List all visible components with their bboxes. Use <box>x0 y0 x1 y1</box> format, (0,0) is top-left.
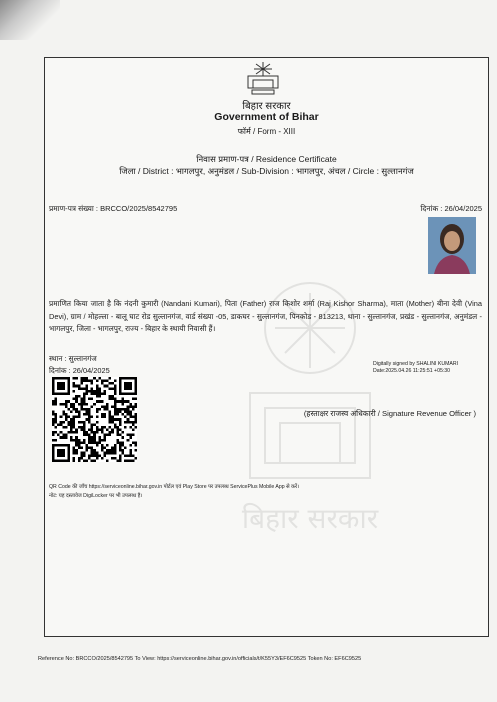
certificate-frame <box>44 57 489 637</box>
digital-signature-signer: Digitally signed by SHALINI KUMARI <box>373 361 459 367</box>
digital-signature <box>373 361 458 375</box>
digital-signature-date: Date:2025.04.26 11:25:51 +05:30 <box>373 368 451 374</box>
government-title: Government of Bihar <box>214 111 319 123</box>
certificate-title: निवास प्रमाण-पत्र / Residence Certificate <box>196 154 337 164</box>
signature-officer-label: (हस्ताक्षर राजस्व अधिकारी / Signature Revenue Officer ) <box>303 409 476 418</box>
watermark-text: बिहार सरकार <box>241 502 379 535</box>
qr-verification-note: QR Code की जाँच https://serviceonline.bihar.gov.in पोर्टल एवं Play Store पर उपलब्ध ServicePlus Mobile App से करें। <box>49 484 300 490</box>
verification-qr-code[interactable] <box>52 377 137 462</box>
district-line: जिला / District : भागलपुर, अनुमंडल / Sub-Division : भागलपुर, अंचल / Circle : सुल्तानगंज <box>119 166 414 176</box>
applicant-photo <box>428 217 476 274</box>
issue-place: स्थान : सुल्तानगंज <box>49 354 97 363</box>
digilocker-note: नोट: यह दस्तावेज DigiLocker पर भी उपलब्ध है। <box>49 493 143 499</box>
scan-shadow <box>0 0 60 40</box>
certificate-body: प्रमाणित किया जाता है कि नंदनी कुमारी (Nandani Kumari), पिता (Father) राज किशोर शर्मा (Raj Kishor Sharma), माता (Mother) बीना देवी (Vina Devi), ग्राम / मोहल्ला - बालू घाट रोड सुल्तानगंज, वार्ड संख्या -05, डाकघर - सुल्तानगंज, पिनकोड - 813213, थाना - सुल्तानगंज, प्रखंड - सुल्तानगंज, अनुमंडल - भागलपुर, जिला - भागलपुर, राज्य - बिहार के स्थायी निवासी हैं। <box>49 299 482 333</box>
reference-footer: Reference No: BRCCO/2025/8542795 To View: https://serviceonline.bihar.gov.in/officials/t/K55Y3/EF6C9525 Token No: EF6C9525 <box>38 656 362 662</box>
state-name-hindi: बिहार सरकार <box>242 101 291 112</box>
certificate-date: दिनांक : 26/04/2025 <box>420 204 482 213</box>
form-number: फॉर्म / Form - XIII <box>237 127 296 136</box>
bihar-emblem-logo <box>243 59 283 95</box>
certificate-number: प्रमाण-पत्र संख्या : BRCCO/2025/8542795 <box>49 204 178 213</box>
issue-date: दिनांक : 26/04/2025 <box>49 366 110 375</box>
